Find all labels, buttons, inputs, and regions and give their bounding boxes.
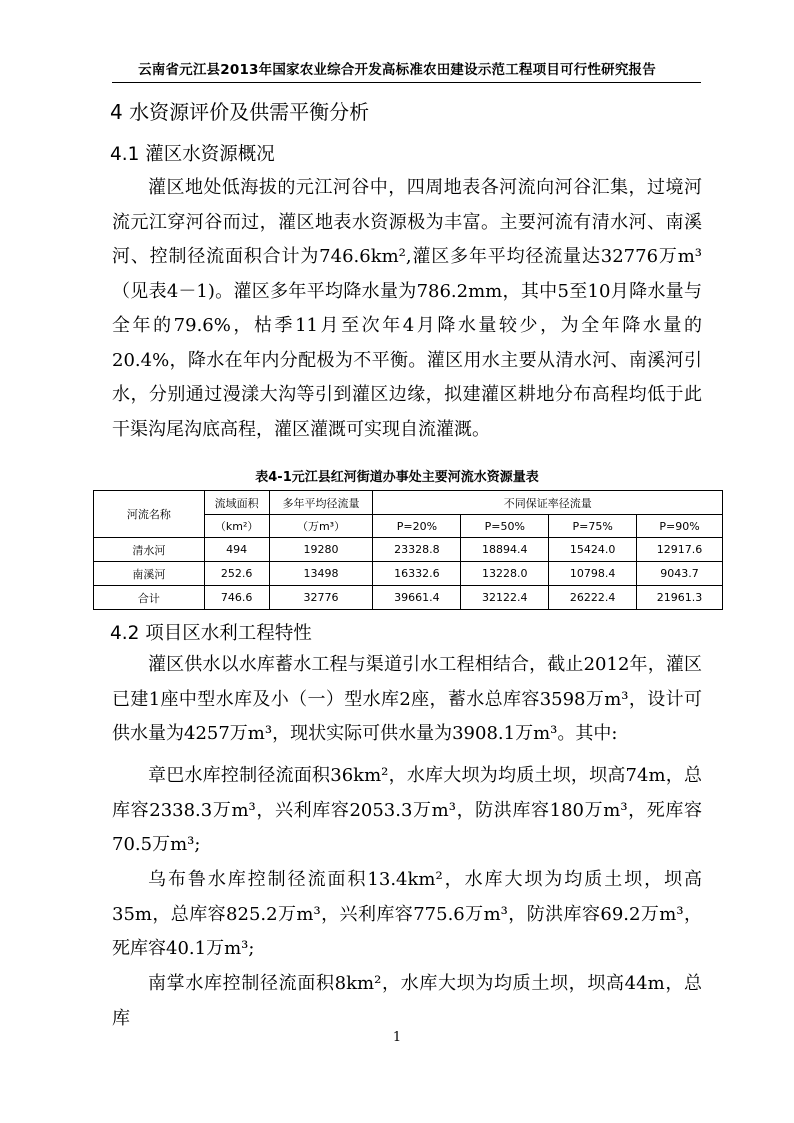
header-runoff-unit: （万m³） (269, 515, 373, 538)
cell-p75: 10798.4 (549, 562, 637, 586)
cell-p90: 9043.7 (637, 562, 723, 586)
header-runoff: 多年平均径流量 (269, 491, 373, 515)
table-row (94, 562, 723, 586)
cell-river-name: 合计 (94, 586, 205, 610)
cell-runoff: 13498 (269, 562, 373, 586)
header-area: 流域面积 (204, 491, 269, 515)
cell-river-name: 清水河 (94, 538, 205, 562)
cell-area: 252.6 (204, 562, 269, 586)
section-4-2-paragraph-intro: 灌区供水以水库蓄水工程与渠道引水工程相结合，截止2012年，灌区已建1座中型水库及小（一）型水库2座，蓄水总库容3598万m³，设计可供水量为4257万m³，现状实际可供水量为3908.1万m³。其中: (112, 654, 702, 744)
cell-p75: 26222.4 (549, 586, 637, 610)
table-row (94, 538, 723, 562)
cell-area: 746.6 (204, 586, 269, 610)
cell-p50: 18894.4 (461, 538, 549, 562)
page-number: 1 (392, 1030, 402, 1045)
header-p20: P=20% (373, 515, 461, 538)
cell-p75: 15424.0 (549, 538, 637, 562)
wubulu-reservoir-paragraph: 乌布鲁水库控制径流面积13.4km²，水库大坝为均质土坝，坝高35m，总库容825.2万m³，兴利库容775.6万m³，防洪库容69.2万m³，死库容40.1万m³; (112, 869, 702, 959)
cell-p50: 32122.4 (461, 586, 549, 610)
cell-runoff: 32776 (269, 586, 373, 610)
table-header-row (94, 491, 723, 515)
cell-p20: 16332.6 (373, 562, 461, 586)
cell-p90: 12917.6 (637, 538, 723, 562)
section-heading-4-1: 4.1 灌区水资源概况 (110, 144, 275, 165)
cell-p20: 23328.8 (373, 538, 461, 562)
header-guarantee-group: 不同保证率径流量 (373, 491, 723, 515)
table-caption: 表4-1元江县红河街道办事处主要河流水资源量表 (255, 470, 539, 485)
cell-runoff: 19280 (269, 538, 373, 562)
nanzhang-reservoir-paragraph: 南掌水库控制径流面积8km²，水库大坝为均质土坝，坝高44m，总库 (112, 973, 702, 1029)
running-header: 云南省元江县2013年国家农业综合开发高标准农田建设示范工程项目可行性研究报告 (138, 62, 656, 78)
zhangba-reservoir-paragraph: 章巴水库控制径流面积36km²，水库大坝为均质土坝，坝高74m，总库容2338.3万m³，兴利库容2053.3万m³，防洪库容180万m³，死库容70.5万m³; (112, 765, 702, 855)
header-river-name: 河流名称 (94, 491, 205, 538)
section-4-1-paragraph: 灌区地处低海拔的元江河谷中，四周地表各河流向河谷汇集，过境河流元江穿河谷而过，灌区地表水资源极为丰富。主要河流有清水河、南溪河、控制径流面积合计为746.6km²,灌区多年平均径流量达32776万m³（见表4－1)。灌区多年平均降水量为786.2mm，其中5至10月降水量与全年的79.6%，枯季11月至次年4月降水量较少，为全年降水量的20.4%，降水在年内分配极为不平衡。灌区用水主要从清水河、南溪河引水，分别通过漫漾大沟等引到灌区边缘，拟建灌区耕地分布高程均低于此干渠沟尾沟底高程，灌区灌溉可实现自流灌溉。 (112, 177, 702, 440)
header-rule (112, 82, 701, 83)
table-row (94, 586, 723, 610)
chapter-heading: 4 水资源评价及供需平衡分析 (110, 100, 370, 124)
cell-p50: 13228.0 (461, 562, 549, 586)
header-area-unit: （km²） (204, 515, 269, 538)
cell-p90: 21961.3 (637, 586, 723, 610)
header-p50: P=50% (461, 515, 549, 538)
water-resources-table (93, 490, 723, 610)
cell-p20: 39661.4 (373, 586, 461, 610)
cell-area: 494 (204, 538, 269, 562)
header-p90: P=90% (637, 515, 723, 538)
section-heading-4-2: 4.2 项目区水利工程特性 (110, 623, 312, 644)
header-p75: P=75% (549, 515, 637, 538)
cell-river-name: 南溪河 (94, 562, 205, 586)
